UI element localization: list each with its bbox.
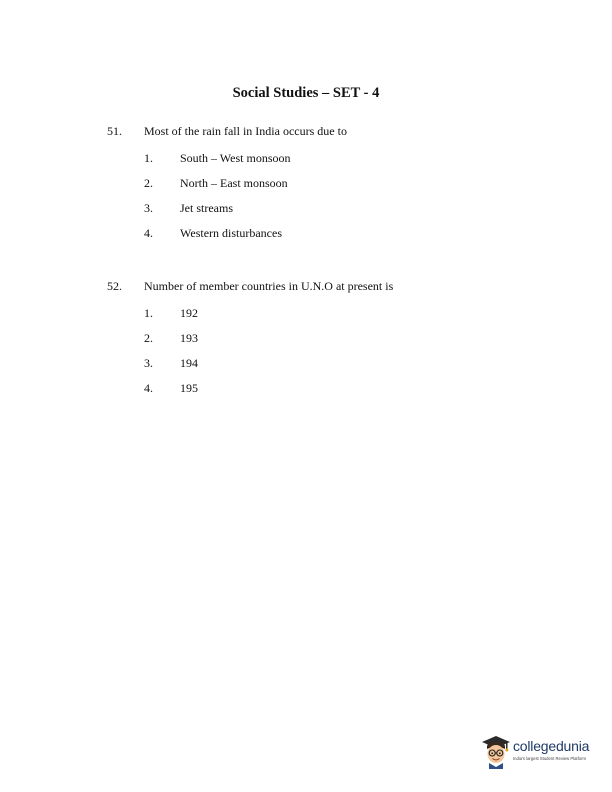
q51-option-4-number: 4. bbox=[144, 226, 153, 240]
logo-tagline: India's largest Student Review Platform bbox=[513, 756, 586, 761]
q52-option-4-text: 195 bbox=[180, 381, 198, 395]
q51-option-1-number: 1. bbox=[144, 151, 153, 165]
q51-option-2-text: North – East monsoon bbox=[180, 176, 288, 190]
q51-option-3-text: Jet streams bbox=[180, 201, 233, 215]
q52-option-3-text: 194 bbox=[180, 356, 198, 370]
q52-option-3-number: 3. bbox=[144, 356, 153, 370]
q51-option-3-number: 3. bbox=[144, 201, 153, 215]
q51-option-4-text: Western disturbances bbox=[180, 226, 282, 240]
question-51-number: 51. bbox=[107, 124, 122, 138]
q52-option-1-number: 1. bbox=[144, 306, 153, 320]
q52-option-2-text: 193 bbox=[180, 331, 198, 345]
logo-brand-text: collegedunia bbox=[513, 738, 590, 754]
question-51-text: Most of the rain fall in India occurs due to bbox=[144, 124, 347, 138]
question-52-number: 52. bbox=[107, 279, 122, 293]
q51-option-2-number: 2. bbox=[144, 176, 153, 190]
q52-option-1-text: 192 bbox=[180, 306, 198, 320]
page-title: Social Studies – SET - 4 bbox=[232, 85, 380, 101]
q52-option-2-number: 2. bbox=[144, 331, 153, 345]
graduate-mascot-icon bbox=[480, 733, 512, 769]
q52-option-4-number: 4. bbox=[144, 381, 153, 395]
question-52-text: Number of member countries in U.N.O at present is bbox=[144, 279, 394, 293]
collegedunia-logo bbox=[480, 733, 602, 769]
q51-option-1-text: South – West monsoon bbox=[180, 151, 291, 165]
